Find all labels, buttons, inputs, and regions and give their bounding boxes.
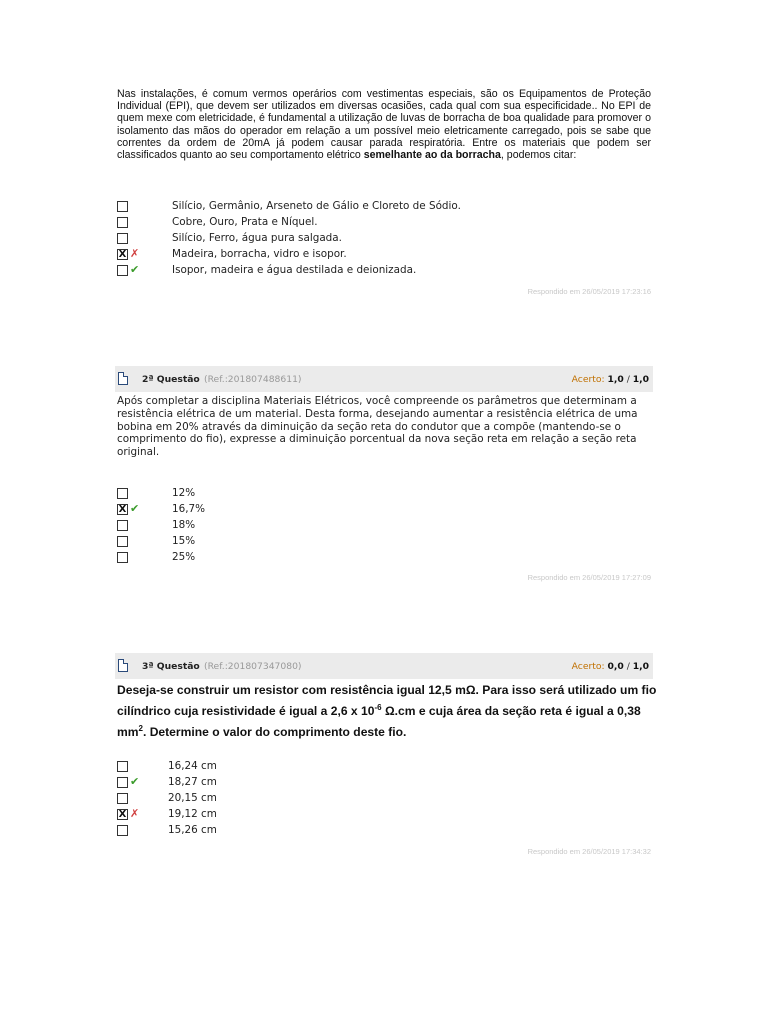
option-text[interactable]: Madeira, borracha, vidro e isopor. xyxy=(172,248,347,260)
question-2-header xyxy=(115,366,653,392)
option-checkbox[interactable] xyxy=(117,201,128,212)
option-checkbox[interactable] xyxy=(117,488,128,499)
score-value: 1,0 xyxy=(607,374,624,385)
option-text[interactable]: 18,27 cm xyxy=(168,776,217,788)
option-checkbox[interactable] xyxy=(117,552,128,563)
question-ref: (Ref.:201807347080) xyxy=(204,661,302,672)
score-label: Acerto: xyxy=(571,661,605,672)
score-value: 0,0 xyxy=(607,661,624,672)
option-checkbox[interactable]: X xyxy=(118,504,127,515)
question-3-text-a: Deseja-se construir um resistor com resistência igual 12,5 mΩ. Para isso será utilizado um fio cilíndrico cuja resistividade é igual a 2,6 x 10 xyxy=(117,683,657,719)
correct-icon: ✔ xyxy=(130,502,140,515)
question-1-text-a: Nas instalações, é comum vermos operários com vestimentas especiais, são os Equipamentos de Proteção Individual (EPI), que devem ser utilizados em diversas ocasiões, cada qual com sua especificidade.. No EPI de quem mexe com eletricidade, é fundamental a utilização de luvas de borracha de boa qualidade para promover o isolamento das mãos do operador em relação a um possível meio eletricamente carregado, pois se sabe que correntes da ordem de 20mA já podem causar parada respiratória. Entre os materiais que podem ser classificados quanto ao seu comportamento elétrico xyxy=(117,88,651,162)
score-separator: / xyxy=(623,374,633,385)
option-text[interactable]: Cobre, Ouro, Prata e Níquel. xyxy=(172,216,318,228)
answered-timestamp: Respondido em 26/05/2019 17:27:09 xyxy=(527,573,651,582)
option-text[interactable]: Silício, Germânio, Arseneto de Gálio e Cloreto de Sódio. xyxy=(172,200,461,212)
option-checkbox[interactable] xyxy=(117,793,128,804)
option-checkbox[interactable] xyxy=(117,217,128,228)
question-number: 2ª Questão xyxy=(142,374,200,385)
question-number: 3ª Questão xyxy=(142,661,200,672)
option-text[interactable]: 16,24 cm xyxy=(168,760,217,772)
question-1-text xyxy=(117,88,651,161)
option-text[interactable]: 15,26 cm xyxy=(168,824,217,836)
document-icon xyxy=(118,659,128,672)
score-label: Acerto: xyxy=(571,374,605,385)
question-3-header xyxy=(115,653,653,679)
option-checkbox[interactable]: X xyxy=(118,809,127,820)
score xyxy=(572,374,649,385)
option-text[interactable]: 15% xyxy=(172,535,196,547)
option-text[interactable]: 20,15 cm xyxy=(168,792,217,804)
exponent: 2 xyxy=(138,724,143,734)
option-text[interactable]: Isopor, madeira e água destilada e deionizada. xyxy=(172,264,417,276)
correct-icon: ✔ xyxy=(130,775,140,788)
option-checkbox[interactable] xyxy=(117,825,128,836)
question-1-text-bold: semelhante ao da borracha xyxy=(363,149,501,162)
option-text[interactable]: Silício, Ferro, água pura salgada. xyxy=(172,232,342,244)
score-max: 1,0 xyxy=(632,374,649,385)
option-text[interactable]: 18% xyxy=(172,519,196,531)
wrong-icon: ✗ xyxy=(130,807,140,820)
option-text[interactable]: 19,12 cm xyxy=(168,808,217,820)
score xyxy=(572,661,649,672)
option-checkbox[interactable] xyxy=(117,233,128,244)
option-checkbox[interactable] xyxy=(117,265,128,276)
option-checkbox[interactable] xyxy=(117,520,128,531)
question-2-text: Após completar a disciplina Materiais Elétricos, você compreende os parâmetros que determinam a resistência elétrica de um material. Desta forma, desejando aumentar a resistência elétrica de uma bobina em 20% através da diminuição da seção reta do condutor que a compõe (mantendo-se o comprimento do fio), expresse a diminuição porcentual da nova seção reta em relação a seção reta original. xyxy=(117,395,638,459)
score-separator: / xyxy=(623,661,633,672)
question-3-text xyxy=(117,682,657,741)
option-text[interactable]: 25% xyxy=(172,551,196,563)
option-text[interactable]: 12% xyxy=(172,487,196,499)
exponent: -6 xyxy=(374,703,382,712)
question-ref: (Ref.:201807488611) xyxy=(204,374,302,385)
score-max: 1,0 xyxy=(632,661,649,672)
wrong-icon: ✗ xyxy=(130,247,140,260)
answered-timestamp: Respondido em 26/05/2019 17:23:16 xyxy=(527,287,651,296)
question-3-text-c: . Determine o valor do comprimento deste fio. xyxy=(142,725,407,740)
document-icon xyxy=(118,372,128,385)
option-checkbox[interactable] xyxy=(117,777,128,788)
option-checkbox[interactable]: X xyxy=(118,249,127,260)
option-checkbox[interactable] xyxy=(117,536,128,547)
correct-icon: ✔ xyxy=(130,263,140,276)
option-text[interactable]: 16,7% xyxy=(172,503,206,515)
question-1-text-b: , podemos citar: xyxy=(500,149,577,162)
question-3-text-b: Ω.cm e cuja área da seção reta é igual a 0,38 mm xyxy=(117,704,641,740)
answered-timestamp: Respondido em 26/05/2019 17:34:32 xyxy=(527,847,651,856)
option-checkbox[interactable] xyxy=(117,761,128,772)
